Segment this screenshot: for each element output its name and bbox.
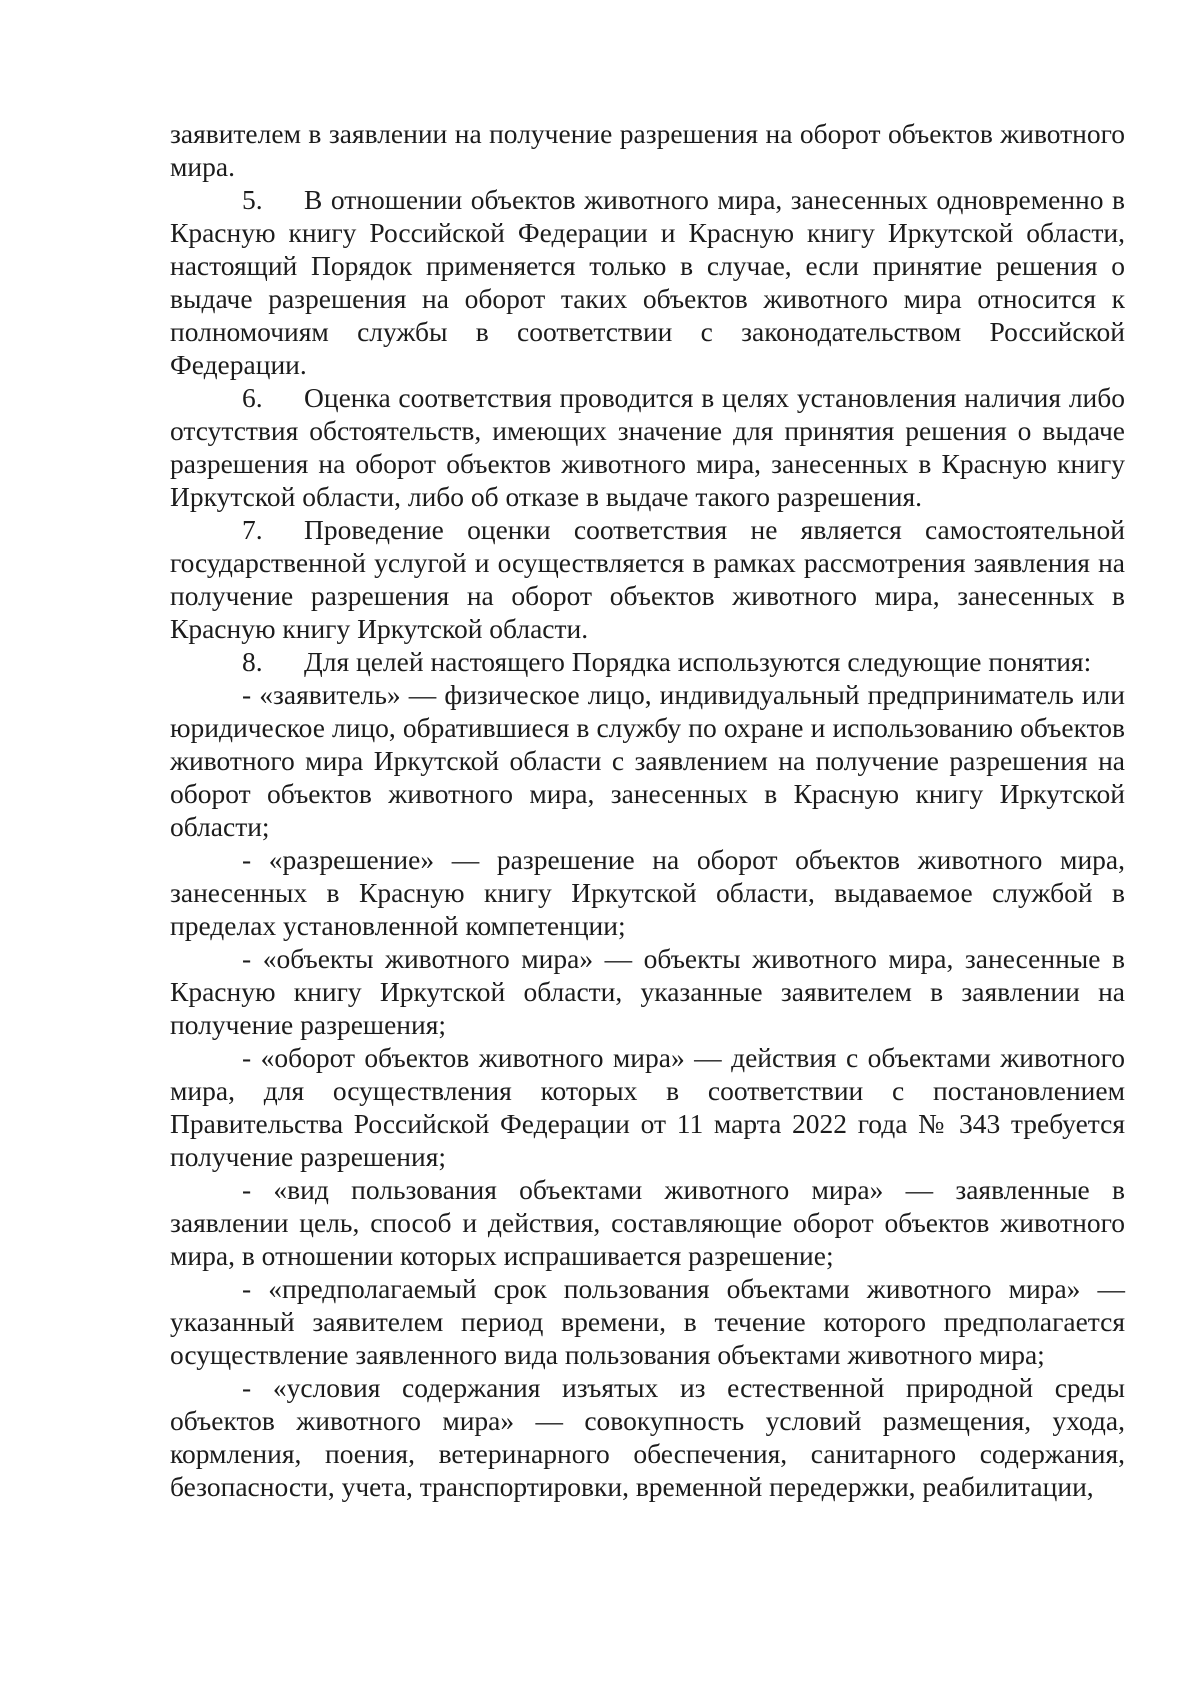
- definition-permit: - «разрешение» — разрешение на оборот объектов животного мира, занесенных в Красную книгу Иркутской области, выдаваемое службой в пределах установленной компетенции;: [170, 844, 1125, 941]
- item-number: 8.: [242, 646, 263, 677]
- list-item-6: [170, 381, 1125, 513]
- definition-use-type: - «вид пользования объектами животного мира» — заявленные в заявлении цель, способ и действия, составляющие оборот объектов животного мира, в отношении которых испрашивается разрешение;: [170, 1174, 1125, 1271]
- item-text: Для целей настоящего Порядка используются следующие понятия:: [304, 646, 1092, 677]
- definition-applicant: - «заявитель» — физическое лицо, индивидуальный предприниматель или юридическое лицо, обратившиеся в службу по охране и использованию объектов животного мира Иркутской области с заявлением на получение разрешения на оборот объектов животного мира, занесенных в Красную книгу Иркутской области;: [170, 679, 1125, 842]
- item-number: 6.: [242, 382, 263, 413]
- item-number: 5.: [242, 184, 263, 215]
- item-text: Оценка соответствия проводится в целях установления наличия либо отсутствия обстоятельств, имеющих значение для принятия решения о выдаче разрешения на оборот объектов животного мира, занесенных в Красную книгу Иркутской области, либо об отказе в выдаче такого разрешения.: [170, 382, 1125, 512]
- definition-wildlife-turnover: - «оборот объектов животного мира» — действия с объектами животного мира, для осуществления которых в соответствии с постановлением Правительства Российской Федерации от 11 марта 2022 года № 343 требуется получение разрешения;: [170, 1042, 1125, 1172]
- document-body: [170, 117, 1125, 1503]
- list-item-5: [170, 183, 1125, 381]
- definition-use-period: - «предполагаемый срок пользования объектами животного мира» — указанный заявителем период времени, в течение которого предполагается осуществление заявленного вида пользования объектами животного мира;: [170, 1273, 1125, 1370]
- item-number: 7.: [242, 514, 263, 545]
- item-text: В отношении объектов животного мира, занесенных одновременно в Красную книгу Российской Федерации и Красную книгу Иркутской области, настоящий Порядок применяется только в случае, если принятие решения о выдаче разрешения на оборот таких объектов животного мира относится к полномочиям службы в соответствии с законодательством Российской Федерации.: [170, 184, 1125, 380]
- definition-keeping-conditions: - «условия содержания изъятых из естественной природной среды объектов животного мира» — совокупность условий размещения, ухода, кормления, поения, ветеринарного обеспечения, санитарного содержания, безопасности, учета, транспортировки, временной передержки, реабилитации,: [170, 1372, 1125, 1502]
- list-item-8: [170, 645, 1125, 678]
- list-item-7: [170, 513, 1125, 645]
- definition-wildlife-objects: - «объекты животного мира» — объекты животного мира, занесенные в Красную книгу Иркутской области, указанные заявителем в заявлении на получение разрешения;: [170, 943, 1125, 1040]
- item-text: Проведение оценки соответствия не является самостоятельной государственной услугой и осуществляется в рамках рассмотрения заявления на получение разрешения на оборот объектов животного мира, занесенных в Красную книгу Иркутской области.: [170, 514, 1125, 644]
- continuation-paragraph: заявителем в заявлении на получение разрешения на оборот объектов животного мира.: [170, 118, 1125, 182]
